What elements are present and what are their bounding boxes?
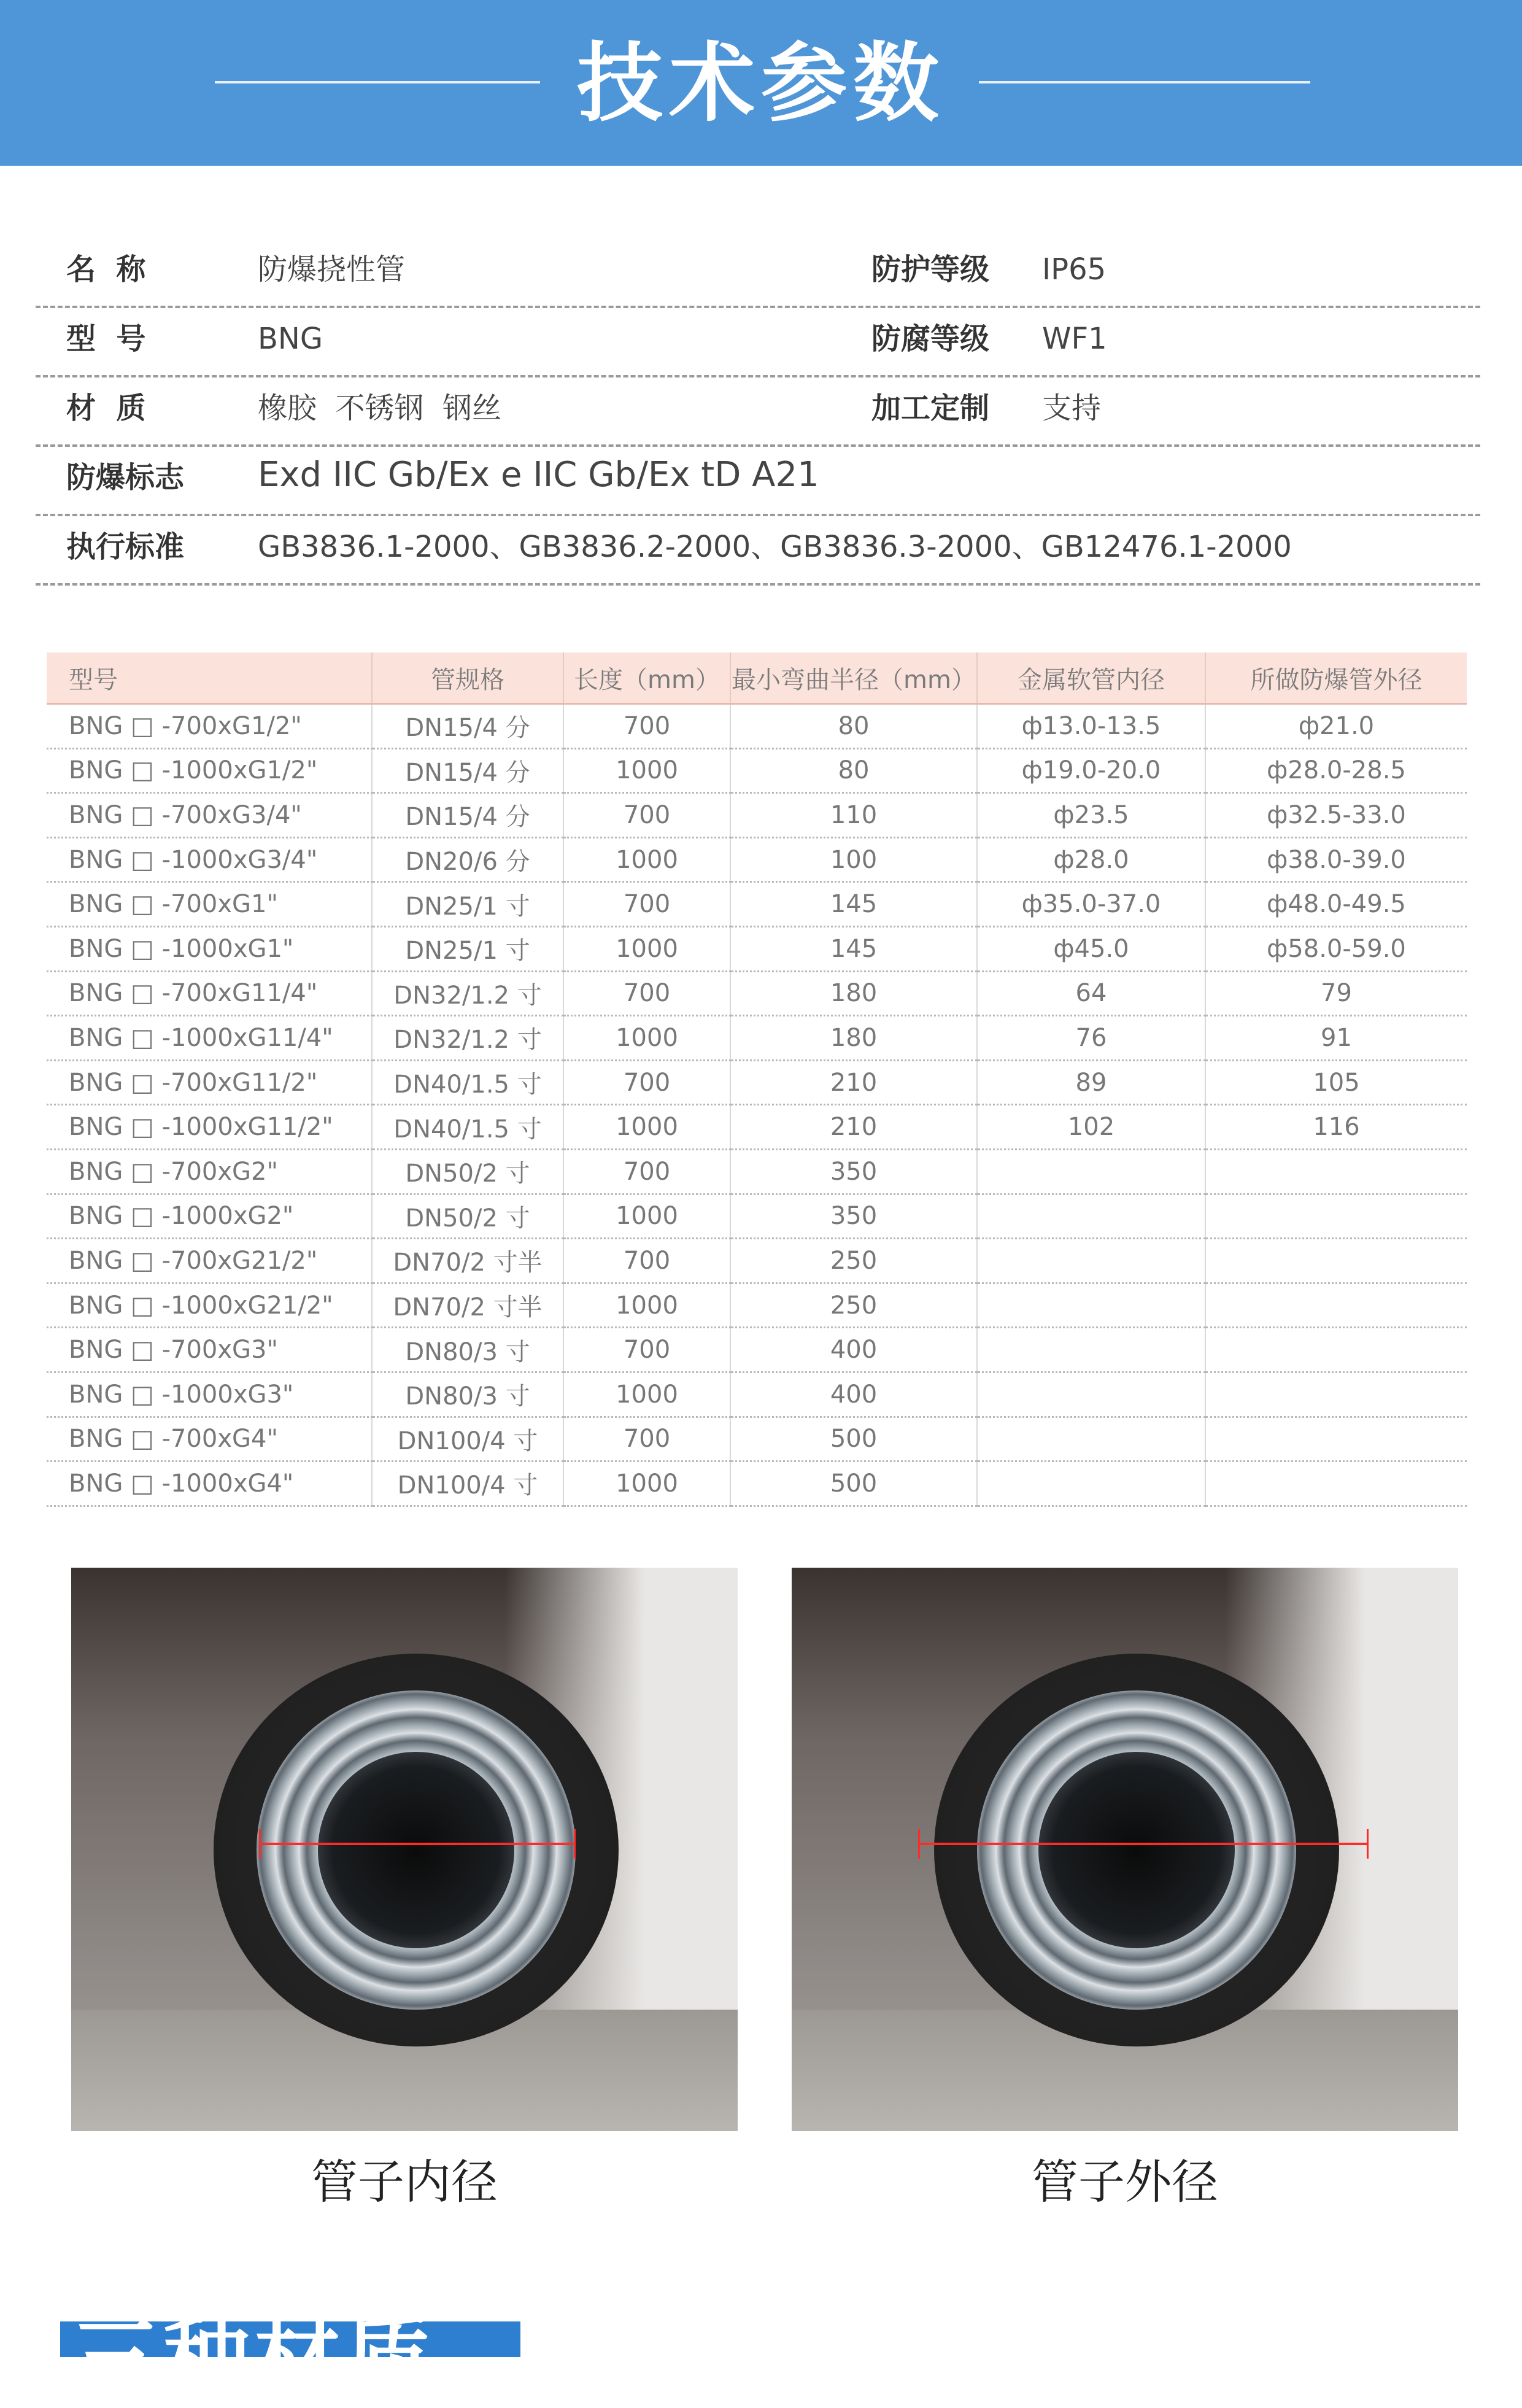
spec-label: 执行标准 (66, 530, 185, 564)
table-cell (977, 1283, 1205, 1328)
table-cell: 100 (730, 837, 977, 882)
table-cell: 79 (1205, 971, 1467, 1016)
table-row (47, 1016, 1467, 1061)
table-body (47, 704, 1467, 1506)
table-cell: BNG □ -1000xG1/2" (47, 748, 372, 793)
column-header: 最小弯曲半径（mm） (730, 652, 977, 704)
table-cell: ф28.0-28.5 (1205, 748, 1467, 793)
table-cell: BNG □ -700xG3" (47, 1328, 372, 1372)
table-row (47, 1461, 1467, 1506)
table-cell: BNG □ -700xG11/2" (47, 1060, 372, 1105)
table-cell: DN15/4 分 (372, 704, 563, 749)
table-cell: ф38.0-39.0 (1205, 837, 1467, 882)
table-cell: 145 (730, 882, 977, 927)
table-cell: 89 (977, 1060, 1205, 1105)
spec-value: IP65 (1042, 252, 1107, 287)
table-cell: ф21.0 (1205, 704, 1467, 749)
table-cell: ф28.0 (977, 837, 1205, 882)
table-cell: BNG □ -1000xG1" (47, 926, 372, 971)
table-cell: 700 (563, 1417, 730, 1461)
table-cell: 1000 (563, 748, 730, 793)
table-cell: DN32/1.2 寸 (372, 971, 563, 1016)
table-row (47, 926, 1467, 971)
table-cell: DN50/2 寸 (372, 1149, 563, 1194)
table-cell: 80 (730, 748, 977, 793)
table-cell (1205, 1328, 1467, 1372)
table-cell: BNG □ -700xG1/2" (47, 704, 372, 749)
table-cell: 1000 (563, 837, 730, 882)
table-cell: BNG □ -700xG21/2" (47, 1239, 372, 1283)
table-cell: 180 (730, 1016, 977, 1061)
table-cell: 1000 (563, 1461, 730, 1506)
table-cell (1205, 1194, 1467, 1239)
table-cell: DN25/1 寸 (372, 882, 563, 927)
table-cell: DN70/2 寸半 (372, 1283, 563, 1328)
outer-diameter-marker (918, 1843, 1369, 1845)
table-cell (1205, 1283, 1467, 1328)
table-row (47, 793, 1467, 838)
inner-diameter-photo (71, 1568, 738, 2131)
table-cell: BNG □ -1000xG4" (47, 1461, 372, 1506)
table-cell: BNG □ -1000xG21/2" (47, 1283, 372, 1328)
table-cell: DN100/4 寸 (372, 1461, 563, 1506)
table-cell (1205, 1149, 1467, 1194)
table-cell: 700 (563, 1239, 730, 1283)
table-cell: BNG □ -700xG4" (47, 1417, 372, 1461)
table-cell: 1000 (563, 1372, 730, 1417)
spec-row-exmark (36, 444, 1480, 516)
table-cell: 1000 (563, 1283, 730, 1328)
spec-label: 防爆标志 (66, 460, 185, 495)
table-row (47, 882, 1467, 927)
table-cell (1205, 1461, 1467, 1506)
table-row (47, 971, 1467, 1016)
table-cell: ф48.0-49.5 (1205, 882, 1467, 927)
table-cell: 105 (1205, 1060, 1467, 1105)
inner-diameter-marker (259, 1843, 576, 1845)
table-cell: 700 (563, 971, 730, 1016)
spec-row-name (36, 236, 1480, 308)
table-cell: 350 (730, 1194, 977, 1239)
table-cell: ф19.0-20.0 (977, 748, 1205, 793)
spec-value: GB3836.1-2000、GB3836.2-2000、GB3836.3-2000、GB12476.1-2000 (258, 530, 1292, 564)
table-cell (977, 1372, 1205, 1417)
table-cell: ф45.0 (977, 926, 1205, 971)
table-cell: 76 (977, 1016, 1205, 1061)
table-cell: DN25/1 寸 (372, 926, 563, 971)
table-cell: DN40/1.5 寸 (372, 1105, 563, 1150)
table-row (47, 1149, 1467, 1194)
spec-value: 支持 (1042, 391, 1102, 425)
table-cell: ф32.5-33.0 (1205, 793, 1467, 838)
table-cell: DN50/2 寸 (372, 1194, 563, 1239)
header-divider-right (979, 81, 1310, 83)
table-row (47, 1372, 1467, 1417)
table-cell: 700 (563, 1060, 730, 1105)
table-cell: 250 (730, 1239, 977, 1283)
next-section-title: 三种材质 (72, 2308, 436, 2408)
table-row (47, 748, 1467, 793)
column-header: 金属软管内径 (977, 652, 1205, 704)
table-row (47, 1105, 1467, 1150)
table-cell: 145 (730, 926, 977, 971)
spec-label: 型 号 (66, 322, 146, 356)
table-cell: 500 (730, 1461, 977, 1506)
table-cell: 400 (730, 1372, 977, 1417)
table-cell: BNG □ -1000xG3" (47, 1372, 372, 1417)
table-cell: 250 (730, 1283, 977, 1328)
outer-diameter-photo (792, 1568, 1458, 2131)
table-cell: ф13.0-13.5 (977, 704, 1205, 749)
table-cell (977, 1194, 1205, 1239)
table-row (47, 1328, 1467, 1372)
spec-label: 加工定制 (871, 391, 990, 425)
spec-label: 名 称 (66, 252, 146, 287)
table-cell (977, 1328, 1205, 1372)
table-row (47, 1060, 1467, 1105)
table-cell: 102 (977, 1105, 1205, 1150)
spec-value: 防爆挠性管 (258, 252, 406, 287)
table-cell: DN15/4 分 (372, 793, 563, 838)
table-cell: DN80/3 寸 (372, 1328, 563, 1372)
header-banner (0, 0, 1522, 166)
table-cell: 500 (730, 1417, 977, 1461)
column-header: 管规格 (372, 652, 563, 704)
table-cell: BNG □ -700xG3/4" (47, 793, 372, 838)
spec-label: 防腐等级 (871, 322, 990, 356)
table-cell: DN80/3 寸 (372, 1372, 563, 1417)
table-cell: 700 (563, 793, 730, 838)
table-cell: DN100/4 寸 (372, 1417, 563, 1461)
table-cell: 180 (730, 971, 977, 1016)
table-cell: 350 (730, 1149, 977, 1194)
outer-diameter-caption: 管子外径 (1032, 2154, 1218, 2209)
table-cell: BNG □ -700xG11/4" (47, 971, 372, 1016)
table-cell: 700 (563, 1328, 730, 1372)
table-cell: 1000 (563, 1105, 730, 1150)
table-cell: DN40/1.5 寸 (372, 1060, 563, 1105)
table-cell: 1000 (563, 1016, 730, 1061)
table-cell: 91 (1205, 1016, 1467, 1061)
table-cell: BNG □ -1000xG2" (47, 1194, 372, 1239)
spec-row-material (36, 375, 1480, 447)
table-cell: DN15/4 分 (372, 748, 563, 793)
table-cell: BNG □ -1000xG3/4" (47, 837, 372, 882)
table-cell: DN20/6 分 (372, 837, 563, 882)
table-cell: DN70/2 寸半 (372, 1239, 563, 1283)
spec-row-standard (36, 514, 1480, 586)
next-section-header (60, 2308, 520, 2408)
table-cell: BNG □ -700xG1" (47, 882, 372, 927)
table-cell: 700 (563, 882, 730, 927)
table-cell: 1000 (563, 926, 730, 971)
table-cell: 80 (730, 704, 977, 749)
table-cell: ф35.0-37.0 (977, 882, 1205, 927)
table-cell: BNG □ -700xG2" (47, 1149, 372, 1194)
table-cell: 210 (730, 1060, 977, 1105)
table-cell (977, 1239, 1205, 1283)
table-cell (1205, 1417, 1467, 1461)
spec-table (47, 652, 1467, 1507)
table-cell: 700 (563, 1149, 730, 1194)
table-cell: BNG □ -1000xG11/2" (47, 1105, 372, 1150)
table-cell: ф58.0-59.0 (1205, 926, 1467, 971)
table-cell: 1000 (563, 1194, 730, 1239)
spec-label: 防护等级 (871, 252, 990, 287)
table-row (47, 837, 1467, 882)
inner-diameter-caption: 管子内径 (311, 2154, 498, 2209)
table-cell: BNG □ -1000xG11/4" (47, 1016, 372, 1061)
table-cell (977, 1461, 1205, 1506)
spec-label: 材 质 (66, 391, 146, 425)
table-cell: 64 (977, 971, 1205, 1016)
table-row (47, 1283, 1467, 1328)
table-cell: ф23.5 (977, 793, 1205, 838)
column-header: 长度（mm） (563, 652, 730, 704)
table-cell: 700 (563, 704, 730, 749)
table-cell: 110 (730, 793, 977, 838)
table-row (47, 1239, 1467, 1283)
spec-value: WF1 (1042, 322, 1107, 356)
column-header: 型号 (47, 652, 372, 704)
table-row (47, 1194, 1467, 1239)
column-header: 所做防爆管外径 (1205, 652, 1467, 704)
spec-row-model (36, 306, 1480, 377)
table-cell: 210 (730, 1105, 977, 1150)
table-row (47, 1417, 1467, 1461)
page-title: 技术参数 (576, 34, 945, 134)
spec-value: BNG (258, 322, 323, 356)
table-cell: 116 (1205, 1105, 1467, 1150)
table-row (47, 704, 1467, 749)
table-cell (977, 1417, 1205, 1461)
table-cell (1205, 1372, 1467, 1417)
table-cell: DN32/1.2 寸 (372, 1016, 563, 1061)
spec-value: Exd IIC Gb/Ex e IIC Gb/Ex tD A21 (258, 455, 819, 495)
table-cell: 400 (730, 1328, 977, 1372)
table-cell (977, 1149, 1205, 1194)
table-header-row (47, 652, 1467, 704)
spec-value: 橡胶 不锈钢 钢丝 (258, 391, 502, 425)
table-cell (1205, 1239, 1467, 1283)
